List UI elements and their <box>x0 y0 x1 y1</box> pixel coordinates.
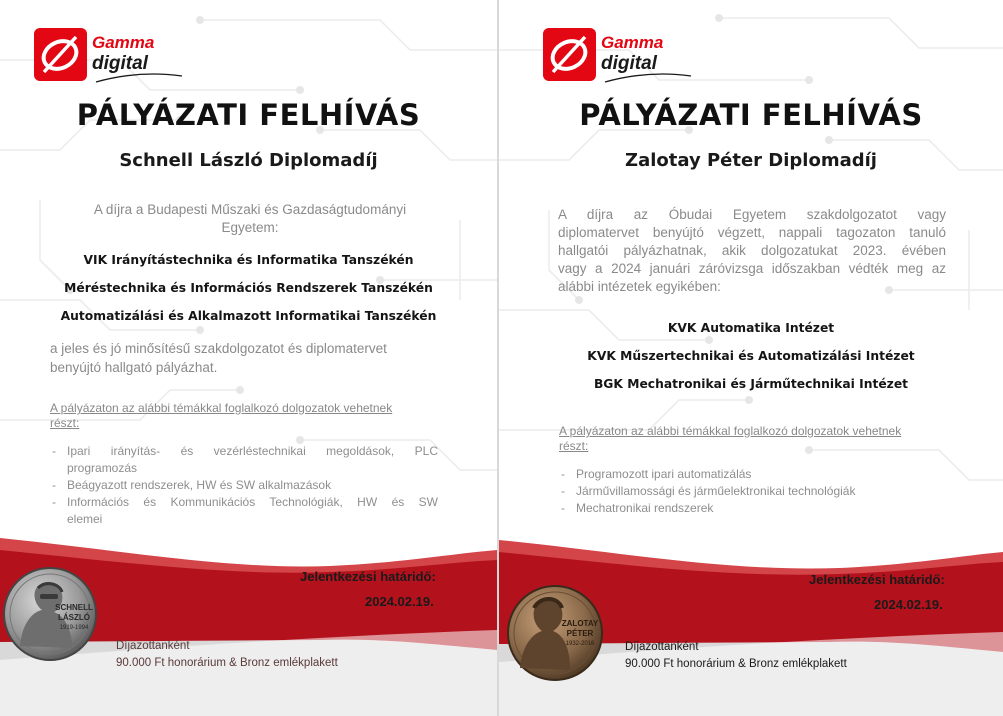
department-line: KVK Automatika Intézet <box>667 321 835 335</box>
deadline-date: 2024.02.19. <box>365 594 434 609</box>
intro-line: A díjra az Óbudai Egyetem szakdolgozatot vagy <box>558 207 946 222</box>
topic-item <box>559 466 947 483</box>
page-title: PÁLYÁZATI FELHÍVÁS <box>579 98 923 132</box>
deadline-date: 2024.02.19. <box>874 597 943 612</box>
logo-text-gamma: Gamma <box>92 33 155 52</box>
logo-swoosh <box>94 72 184 84</box>
medal-inscription: 1932-2016 <box>565 641 595 647</box>
gamma-digital-logo <box>543 26 693 84</box>
schnell-medal-portrait <box>2 566 98 662</box>
topics-heading <box>559 424 901 454</box>
logo-text-gamma: Gamma <box>601 33 664 52</box>
topic-line: - Beágyazott rendszerek, HW és SW alkalmazások <box>67 478 332 492</box>
topic-line: elemei <box>67 512 103 526</box>
topic-line: - Járművillamossági és járműelektronikai technológiák <box>576 484 856 498</box>
medal-inscription: PÉTER <box>566 629 594 638</box>
topic-line: programozás <box>67 461 138 475</box>
intro-line: Egyetem: <box>221 220 279 235</box>
department-line: KVK Műszertechnikai és Automatizálási Intézet <box>587 349 915 363</box>
eligibility-line: benyújtó hallgató pályázhat. <box>50 360 218 375</box>
intro-text <box>558 206 946 296</box>
topic-line: - Programozott ipari automatizálás <box>576 467 752 481</box>
poster-zalotay <box>499 0 1003 716</box>
topic-line: - Ipari irányítás- és vezérléstechnikai megoldások, PLC <box>67 444 438 458</box>
intro-line: vagy a 2024 januári záróvizsga időszakban védték meg az <box>558 261 946 276</box>
medal-inscription: LÁSZLÓ <box>58 613 90 622</box>
eligibility-line: a jeles és jó minősítésű szakdolgozatot és diplomatervet <box>50 341 387 356</box>
deadline-label: Jelentkezési határidő: <box>809 572 945 587</box>
department-line: VIK Irányítástechnika és Informatika Tanszékén <box>83 253 414 267</box>
deadline-label: Jelentkezési határidő: <box>300 569 436 584</box>
department-line: Automatizálási és Alkalmazott Informatikai Tanszékén <box>60 309 437 323</box>
logo-text-digital: digital <box>601 53 657 74</box>
department-line: Méréstechnika és Információs Rendszerek Tanszékén <box>64 281 433 295</box>
gamma-logo-icon <box>34 28 87 81</box>
intro-line: hallgatói pályázhatnak, akik dolgozatukat 2023. évében <box>558 243 946 258</box>
logo-swoosh <box>603 72 693 84</box>
award-line: Díjazottanként <box>625 641 699 653</box>
eligibility-text <box>50 339 387 377</box>
award-line: 90.000 Ft honorárium & Bronz emlékplakett <box>625 658 847 670</box>
award-line: 90.000 Ft honorárium & Bronz emlékplakett <box>116 657 338 669</box>
poster-schnell <box>0 0 497 716</box>
intro-text <box>40 201 460 237</box>
medal-inscription: SCHNELL <box>55 603 93 612</box>
topics-heading-line: részt: <box>559 439 589 453</box>
medal-inscription: ZALOTAY <box>561 619 599 628</box>
intro-line: alábbi intézetek egyikében: <box>558 279 721 294</box>
gamma-digital-logo <box>34 26 184 84</box>
topics-heading-line: részt: <box>50 416 80 430</box>
topic-item <box>50 443 438 477</box>
topic-line: - Információs és Kommunikációs Technológiák, HW és SW <box>67 495 438 509</box>
intro-line: diplomatervet benyújtó végzett, nappali tagozaton tanuló <box>558 225 946 240</box>
award-name: Schnell László Diplomadíj <box>119 150 378 171</box>
topic-line: - Mechatronikai rendszerek <box>576 501 714 515</box>
intro-line: A díjra a Budapesti Műszaki és Gazdaságtudományi <box>93 202 407 217</box>
topic-item <box>559 483 947 500</box>
zalotay-medal-portrait <box>506 584 604 682</box>
department-line: BGK Mechatronikai és Járműtechnikai Intézet <box>593 377 909 391</box>
logo-text-digital: digital <box>92 53 148 74</box>
topic-item <box>50 477 438 494</box>
gamma-logo-icon <box>543 28 596 81</box>
award-name: Zalotay Péter Diplomadíj <box>625 150 877 171</box>
medal-inscription: 1919-1994 <box>59 625 89 631</box>
topics-heading-line: A pályázaton az alábbi témákkal foglalkozó dolgozatok vehetnek <box>50 401 393 415</box>
award-line: Díjazottanként <box>116 640 190 652</box>
award-description <box>625 639 847 673</box>
topics-heading <box>50 401 392 431</box>
award-description <box>116 638 338 672</box>
page-title: PÁLYÁZATI FELHÍVÁS <box>76 98 421 132</box>
topics-heading-line: A pályázaton az alábbi témákkal foglalkozó dolgozatok vehetnek <box>559 424 902 438</box>
